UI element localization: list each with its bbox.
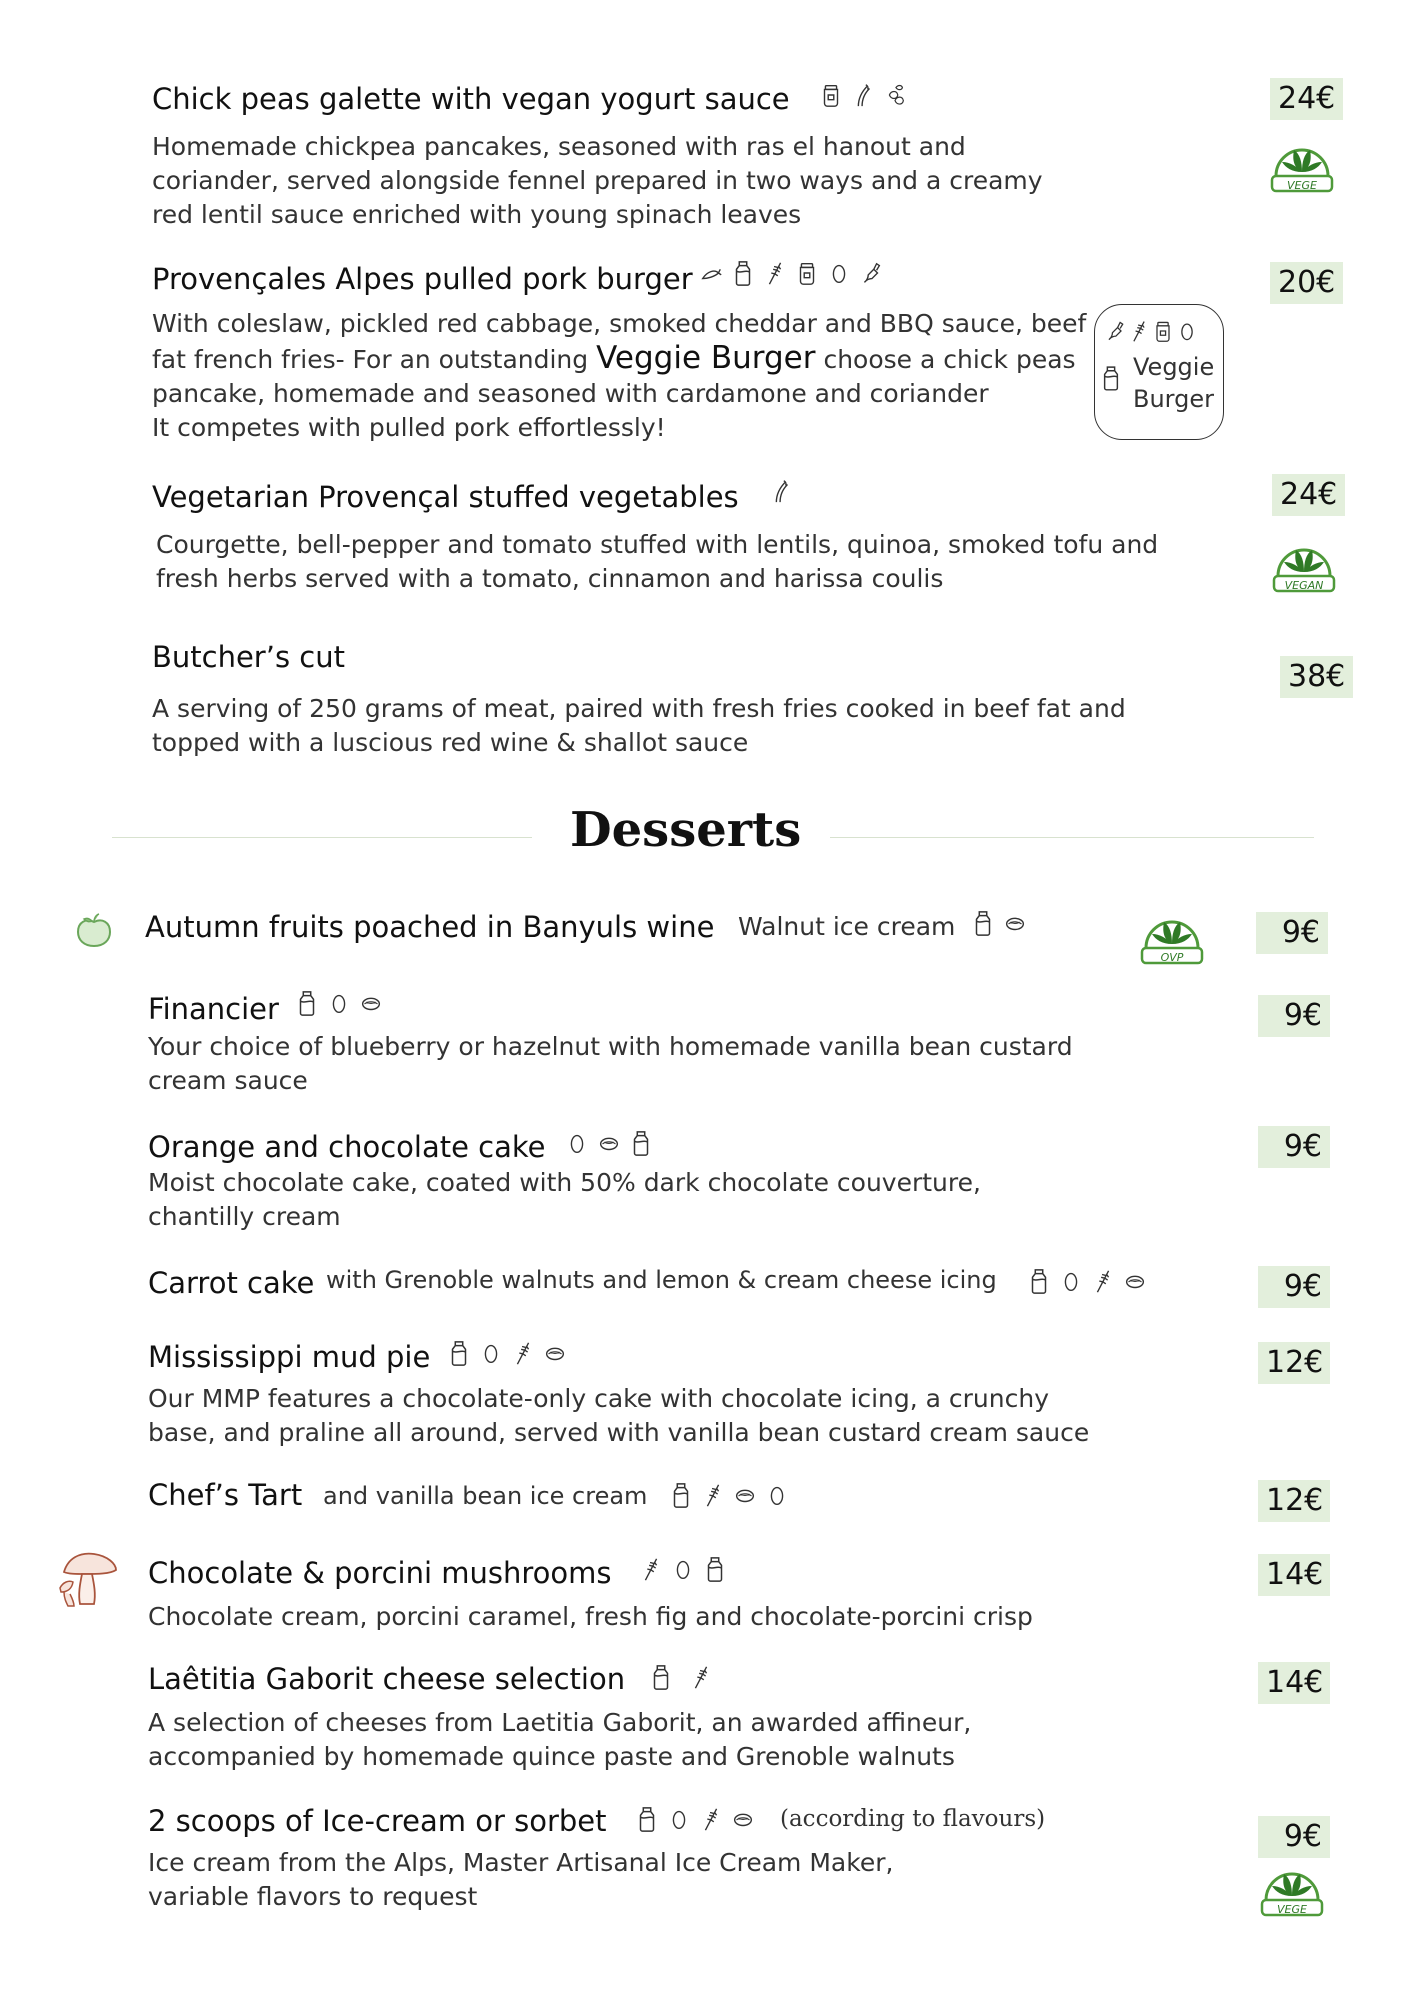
desc-line: coriander, served alongside fennel prepared in two ways and a creamy [152,166,1043,195]
vege-badge [1266,136,1338,196]
jar-icon [1153,319,1173,343]
desc-line: topped with a luscious red wine & shallot sauce [152,728,749,757]
desc-line: Our MMP features a chocolate-only cake with chocolate icing, a crunchy [148,1384,1049,1413]
desc-line: Your choice of blueberry or hazelnut with homemade vanilla bean custard [148,1032,1073,1061]
dish-desc-mud-pie [148,1382,1089,1450]
milk-icon [296,990,318,1016]
wheat-icon [700,1806,722,1832]
veggie-box-icons [1105,319,1197,343]
heading-rule-left [112,837,532,838]
egg-icon [1177,319,1197,343]
egg-icon [766,1482,788,1508]
desc-line: variable flavors to request [148,1882,478,1911]
vege-badge [1256,1860,1328,1920]
milk-icon [704,1556,726,1582]
wheat-icon [702,1482,724,1508]
wheat-icon [764,260,786,286]
milk-icon [630,1130,652,1156]
price-stuffed: 24€ [1272,474,1345,516]
price-chickpea: 24€ [1270,78,1343,120]
dish-title-autumn-fruits: Autumn fruits poached in Banyuls wine [145,910,715,944]
milk-icon [972,910,994,936]
dish-title-mud-pie: Mississippi mud pie [148,1340,431,1374]
desc-line: A serving of 250 grams of meat, paired with fresh fries cooked in beef fat and [152,694,1126,723]
dish-title-chocolate-porcini: Chocolate & porcini mushrooms [148,1556,612,1590]
desc-line: chantilly cream [148,1202,341,1231]
heading-rule-right [830,837,1314,838]
desc-line: Homemade chickpea pancakes, seasoned with ras el hanout and [152,132,966,161]
egg-icon [828,260,850,286]
wheat-icon [512,1340,534,1366]
price-carrot-cake: 9€ [1258,1266,1330,1308]
desc-line: fresh herbs served with a tomato, cinnamon and harissa coulis [156,564,944,593]
veggie-box-line1: Veggie [1133,353,1215,381]
dish-subtitle-autumn-fruits: Walnut ice cream [738,912,956,941]
dish-desc-cheese [148,1706,971,1774]
dish-desc-stuffed [156,528,1158,596]
allergen-icons-burger [700,260,882,286]
dish-subtitle-carrot-cake: with Grenoble walnuts and lemon & cream cheese icing [326,1266,997,1294]
allergen-icons-stuffed [770,478,792,504]
nut-icon [598,1130,620,1156]
dish-desc-burger [152,307,1086,445]
egg-icon [672,1556,694,1582]
badge-label: VEGAN [1284,579,1324,592]
dish-title-butchers-cut: Butcher’s cut [152,640,345,674]
egg-icon [668,1806,690,1832]
dish-title-financier: Financier [148,992,279,1026]
allergen-icons-chocolate-porcini [640,1556,726,1582]
price-orange-cake: 9€ [1258,1126,1330,1168]
ovp-badge [1136,908,1208,968]
price-butchers-cut: 38€ [1280,656,1353,698]
price-chocolate-porcini: 14€ [1258,1554,1330,1596]
milk-icon [636,1806,658,1832]
jar-icon [820,82,842,108]
dish-desc-chickpea [152,130,1043,232]
allergen-icons-mud-pie [448,1340,566,1366]
veggie-box-line2: Burger [1133,385,1214,413]
nut-icon [360,990,382,1016]
nut-icon [1004,910,1026,936]
desc-line: It competes with pulled pork effortlessly! [152,413,666,442]
milk-icon [732,260,754,286]
vegan-badge [1268,536,1340,596]
desc-line: base, and praline all around, served with vanilla bean custard cream sauce [148,1418,1090,1447]
badge-label: VEGE [1277,1903,1307,1916]
milk-icon [670,1482,692,1508]
allergen-icons-chickpea [820,82,906,108]
dish-desc-chocolate-porcini [148,1600,1033,1634]
jar-icon [796,260,818,286]
dish-desc-butchers-cut [152,692,1126,760]
wheat-icon [690,1664,712,1690]
fish-icon [700,260,722,286]
dish-title-carrot-cake: Carrot cake [148,1266,315,1300]
dish-title-chickpea-galette: Chick peas galette with vegan yogurt sauce [152,82,790,116]
dish-title-stuffed-vegetables: Vegetarian Provençal stuffed vegetables [152,480,739,514]
desc-line: cream sauce [148,1066,308,1095]
price-autumn-fruits: 9€ [1256,912,1328,954]
desc-line: Chocolate cream, porcini caramel, fresh fig and chocolate-porcini crisp [148,1602,1033,1631]
dish-title-ice-cream: 2 scoops of Ice-cream or sorbet [148,1804,607,1838]
dish-title-chefs-tart: Chef’s Tart [148,1478,303,1512]
egg-icon [480,1340,502,1366]
mushroom-icon [56,1548,122,1610]
dish-desc-financier [148,1030,1073,1098]
price-mud-pie: 12€ [1258,1342,1330,1384]
desc-segment: choose a chick peas [823,345,1076,374]
allergen-icons-financier [296,990,382,1016]
price-burger: 20€ [1270,262,1343,304]
desc-line: A selection of cheeses from Laetitia Gaborit, an awarded affineur, [148,1708,972,1737]
allergen-icons-ice-cream [636,1806,754,1832]
badge-label: OVP [1160,951,1184,964]
nut-icon [734,1482,756,1508]
dish-title-cheese-selection: Laêtitia Gaborit cheese selection [148,1662,626,1696]
desc-segment: fat french fries- For an outstanding [152,345,589,374]
nut-icon [732,1806,754,1832]
price-chefs-tart: 12€ [1258,1480,1330,1522]
milk-icon [448,1340,470,1366]
allergen-icons-chefs-tart [670,1482,788,1508]
wheat-icon [1092,1268,1114,1294]
ice-cream-flavour-note: (according to flavours) [780,1806,1046,1832]
desc-line [152,341,1086,377]
price-financier: 9€ [1258,995,1330,1037]
desc-line: pancake, homemade and seasoned with cardamone and coriander [152,379,989,408]
dish-title-orange-chocolate-cake: Orange and chocolate cake [148,1130,546,1164]
dish-title-pulled-pork-burger: Provençales Alpes pulled pork burger [152,262,693,296]
allergen-icons-orange-cake [566,1130,652,1156]
mustard-icon [860,260,882,286]
desc-line: Courgette, bell-pepper and tomato stuffed with lentils, quinoa, smoked tofu and [156,530,1159,559]
desc-line: With coleslaw, pickled red cabbage, smoked cheddar and BBQ sauce, beef [152,309,1087,338]
dish-desc-ice-cream [148,1846,893,1914]
desc-line: red lentil sauce enriched with young spinach leaves [152,200,802,229]
nut-icon [544,1340,566,1366]
wheat-icon [1129,319,1149,343]
nut-icon [1124,1268,1146,1294]
dish-desc-orange-cake [148,1166,981,1234]
seed-icon [884,82,906,108]
veggie-burger-box [1094,304,1224,440]
celery-icon [852,82,874,108]
egg-icon [328,990,350,1016]
section-title-desserts: Desserts [570,802,802,858]
mustard-icon [1105,319,1125,343]
milk-icon [1101,365,1121,391]
egg-icon [566,1130,588,1156]
milk-icon [1028,1268,1050,1294]
veggie-burger-highlight: Veggie Burger [596,340,816,376]
egg-icon [1060,1268,1082,1294]
wheat-icon [640,1556,662,1582]
allergen-icons-cheese [650,1664,712,1690]
desc-line: accompanied by homemade quince paste and Grenoble walnuts [148,1742,955,1771]
milk-icon [650,1664,672,1690]
celery-icon [770,478,792,504]
desc-line: Ice cream from the Alps, Master Artisanal Ice Cream Maker, [148,1848,894,1877]
desc-line: Moist chocolate cake, coated with 50% dark chocolate couverture, [148,1168,981,1197]
price-ice-cream: 9€ [1258,1816,1330,1858]
allergen-icons-carrot-cake [1028,1268,1146,1294]
apple-icon [74,912,114,948]
badge-label: VEGE [1287,179,1317,192]
price-cheese: 14€ [1258,1662,1330,1704]
dish-subtitle-chefs-tart: and vanilla bean ice cream [323,1482,648,1510]
allergen-icons-autumn [972,910,1026,936]
